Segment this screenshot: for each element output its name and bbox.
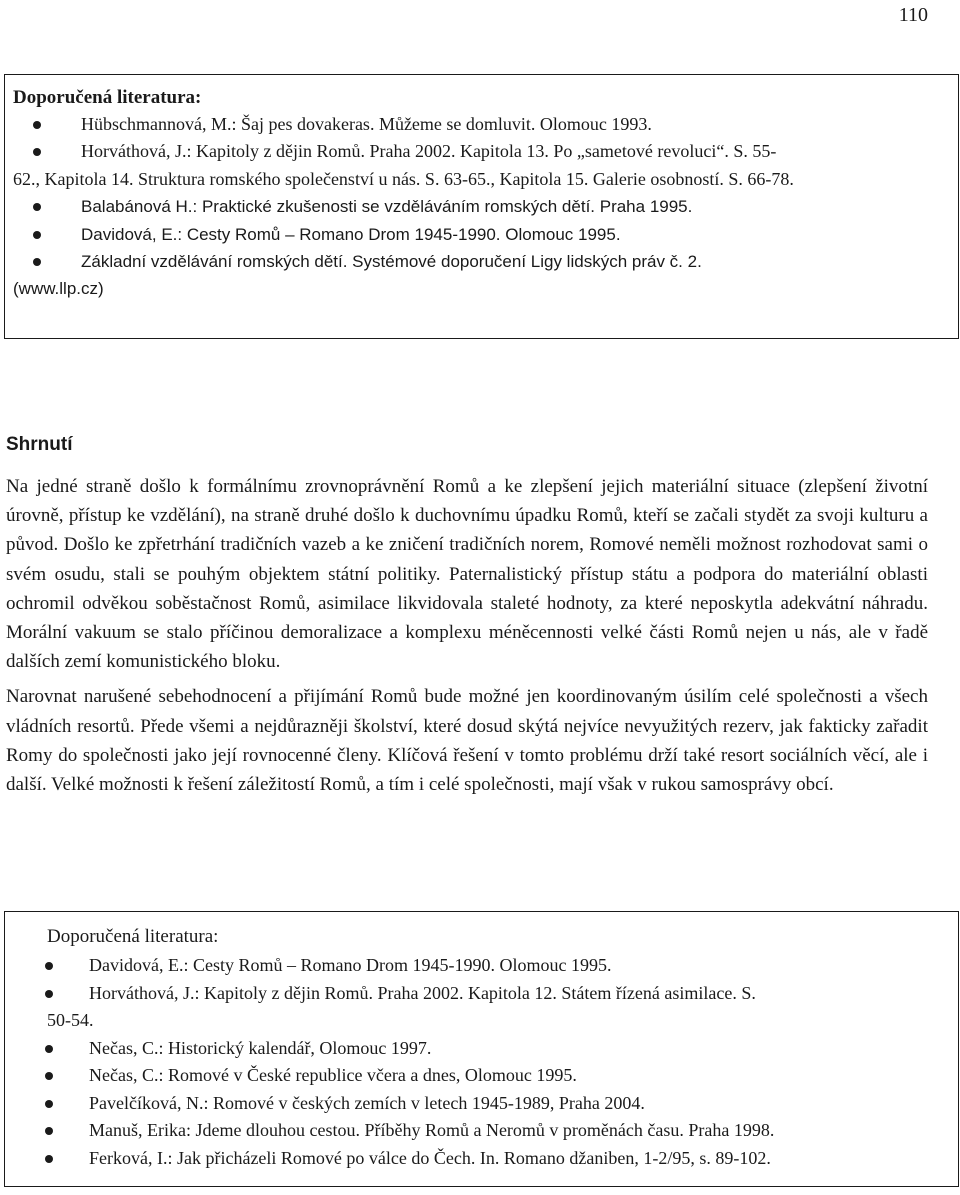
- literature-item: Manuš, Erika: Jdeme dlouhou cestou. Příběhy Romů a Neromů v proměnách času. Praha 1998.: [47, 1117, 948, 1145]
- summary-paragraph: Na jedné straně došlo k formálnímu zrovnoprávnění Romů a ke zlepšení jejich materiální situace (zlepšení životní úrovně, přístup ke vzdělání), na straně druhé došlo k duchovnímu úpadku Romů, kteří se začali stydět za svoji kulturu a původ. Došlo ke zpřetrhání tradičních vazeb a ke zničení tradičních norem, Romové neměli možnost rozhodovat sami o svém osudu, stali se pouhým objektem státní politiky. Paternalistický přístup státu a podpora do materiální oblasti ochromil odvěkou soběstačnost Romů, asimilace likvidovala staleté hodnoty, za které neposkytla adekvátní náhradu. Morální vakuum se stalo příčinou demoralizace a komplexu méněcennosti velké části Romů nejen u nás, ale v řadě dalších zemí komunistického bloku.: [6, 476, 928, 673]
- literature-item: Horváthová, J.: Kapitoly z dějin Romů. Praha 2002. Kapitola 13. Po „sametové revoluci“. S. 55- 62., Kapitola 14. Struktura romského společenství u nás. S. 63-65., Kapitola 15. Galerie osobností. S. 66-78.: [13, 138, 948, 193]
- summary-heading: Shrnutí: [6, 434, 73, 455]
- literature-item-continuation: 62., Kapitola 14. Struktura romského společenství u nás. S. 63-65., Kapitola 15. Galerie osobností. S. 66-78.: [13, 168, 794, 189]
- summary-body: [6, 472, 928, 805]
- literature-item: Balabánová H.: Praktické zkušenosti se vzděláváním romských dětí. Praha 1995.: [13, 193, 948, 220]
- literature-item: Ferková, I.: Jak přicházeli Romové po válce do Čech. In. Romano džaniben, 1-2/95, s. 89-102.: [47, 1145, 948, 1173]
- literature-list: [13, 111, 948, 303]
- literature-item: Pavelčíková, N.: Romové v českých zemích v letech 1945-1989, Praha 2004.: [47, 1090, 948, 1118]
- recommended-literature-box: [4, 74, 959, 339]
- literature-heading: Doporučená literatura:: [13, 87, 202, 108]
- literature-item: Horváthová, J.: Kapitoly z dějin Romů. Praha 2002. Kapitola 12. Státem řízená asimilace. S. 50-54.: [47, 980, 948, 1035]
- literature-item: Nečas, C.: Historický kalendář, Olomouc 1997.: [47, 1035, 948, 1063]
- literature-item: Nečas, C.: Romové v České republice včera a dnes, Olomouc 1995.: [47, 1062, 948, 1090]
- literature-item: Základní vzdělávání romských dětí. Systémové doporučení Ligy lidských práv č. 2. (www.llp.cz): [13, 248, 948, 303]
- literature-list: [47, 952, 948, 1172]
- literature-item: Davidová, E.: Cesty Romů – Romano Drom 1945-1990. Olomouc 1995.: [47, 952, 948, 980]
- literature-item-continuation: (www.llp.cz): [13, 279, 104, 299]
- literature-item-continuation: 50-54.: [47, 1010, 94, 1030]
- page-number: 110: [898, 4, 928, 26]
- recommended-literature-box-2: [4, 911, 959, 1187]
- literature-item: Hübschmannová, M.: Šaj pes dovakeras. Můžeme se domluvit. Olomouc 1993.: [13, 111, 948, 138]
- literature-heading: Doporučená literatura:: [47, 926, 219, 947]
- literature-item: Davidová, E.: Cesty Romů – Romano Drom 1945-1990. Olomouc 1995.: [13, 221, 948, 248]
- summary-paragraph: Narovnat narušené sebehodnocení a přijímání Romů bude možné jen koordinovaným úsilím celé společnosti a všech vládních resortů. Přede všemi a nejdůrazněji školství, které dosud skýtá nejvíce nevyužitých rezerv, jak fakticky zařadit Romy do společnosti jako její rovnocenné členy. Klíčová řešení v tomto problému drží také resort sociálních věcí, ale i další. Velké možnosti k řešení záležitostí Romů, a tím i celé společnosti, mají však v rukou samosprávy obcí.: [6, 686, 928, 796]
